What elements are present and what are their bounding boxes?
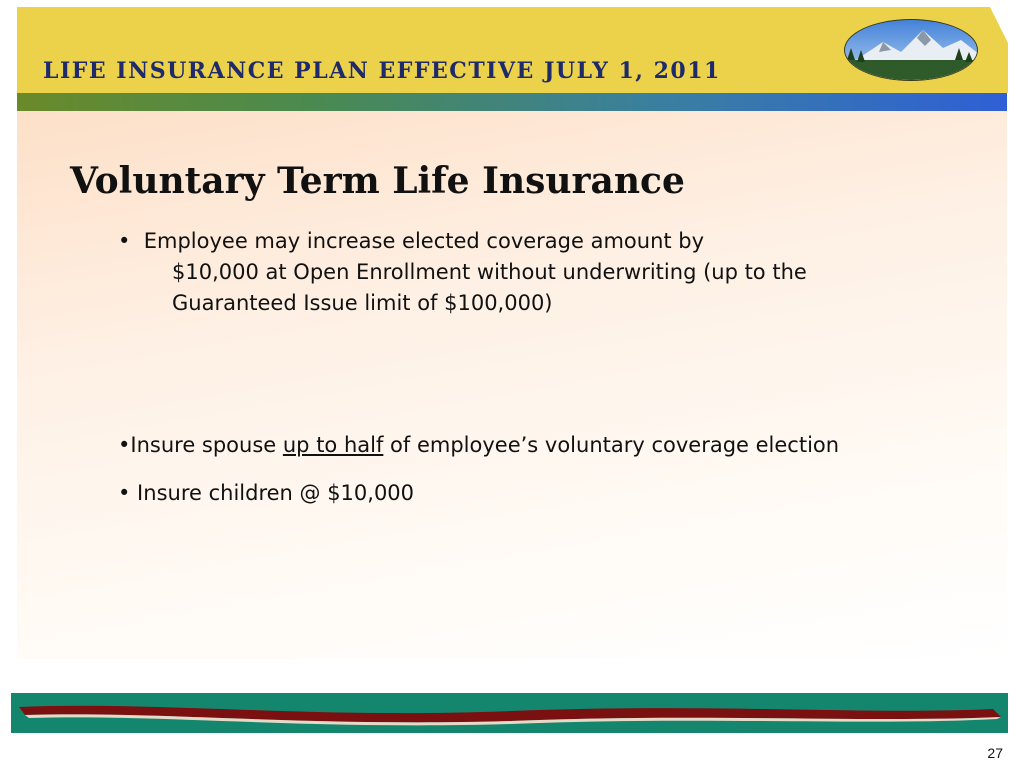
underlined-emphasis: up to half: [282, 433, 384, 457]
bullet-text: Employee may increase elected coverage amount by: [143, 229, 705, 253]
bullet-continuation: $10,000 at Open Enrollment without underwriting (up to the: [172, 260, 807, 284]
header-title: LIFE INSURANCE PLAN EFFECTIVE JULY 1, 2011: [43, 58, 721, 84]
bullet-continuation: Guaranteed Issue limit of $100,000): [172, 291, 553, 315]
bullet-line: [118, 226, 898, 257]
slide-title: Voluntary Term Life Insurance: [70, 160, 685, 202]
page-number: 27: [987, 745, 1003, 761]
header-gradient-stripe: [17, 93, 1007, 111]
bullet-text-prefix: •Insure spouse: [118, 433, 283, 457]
bullet-text-suffix: of employee’s voluntary coverage election: [383, 433, 840, 457]
bullet-spouse-coverage: [118, 430, 998, 461]
mountain-logo-image: [843, 18, 979, 82]
bullet-marker: •: [118, 229, 131, 253]
bullet-children-coverage: • Insure children @ $10,000: [118, 481, 415, 505]
bullet-employee-coverage: [118, 226, 898, 319]
footer-swoosh-decoration: [11, 693, 1008, 733]
